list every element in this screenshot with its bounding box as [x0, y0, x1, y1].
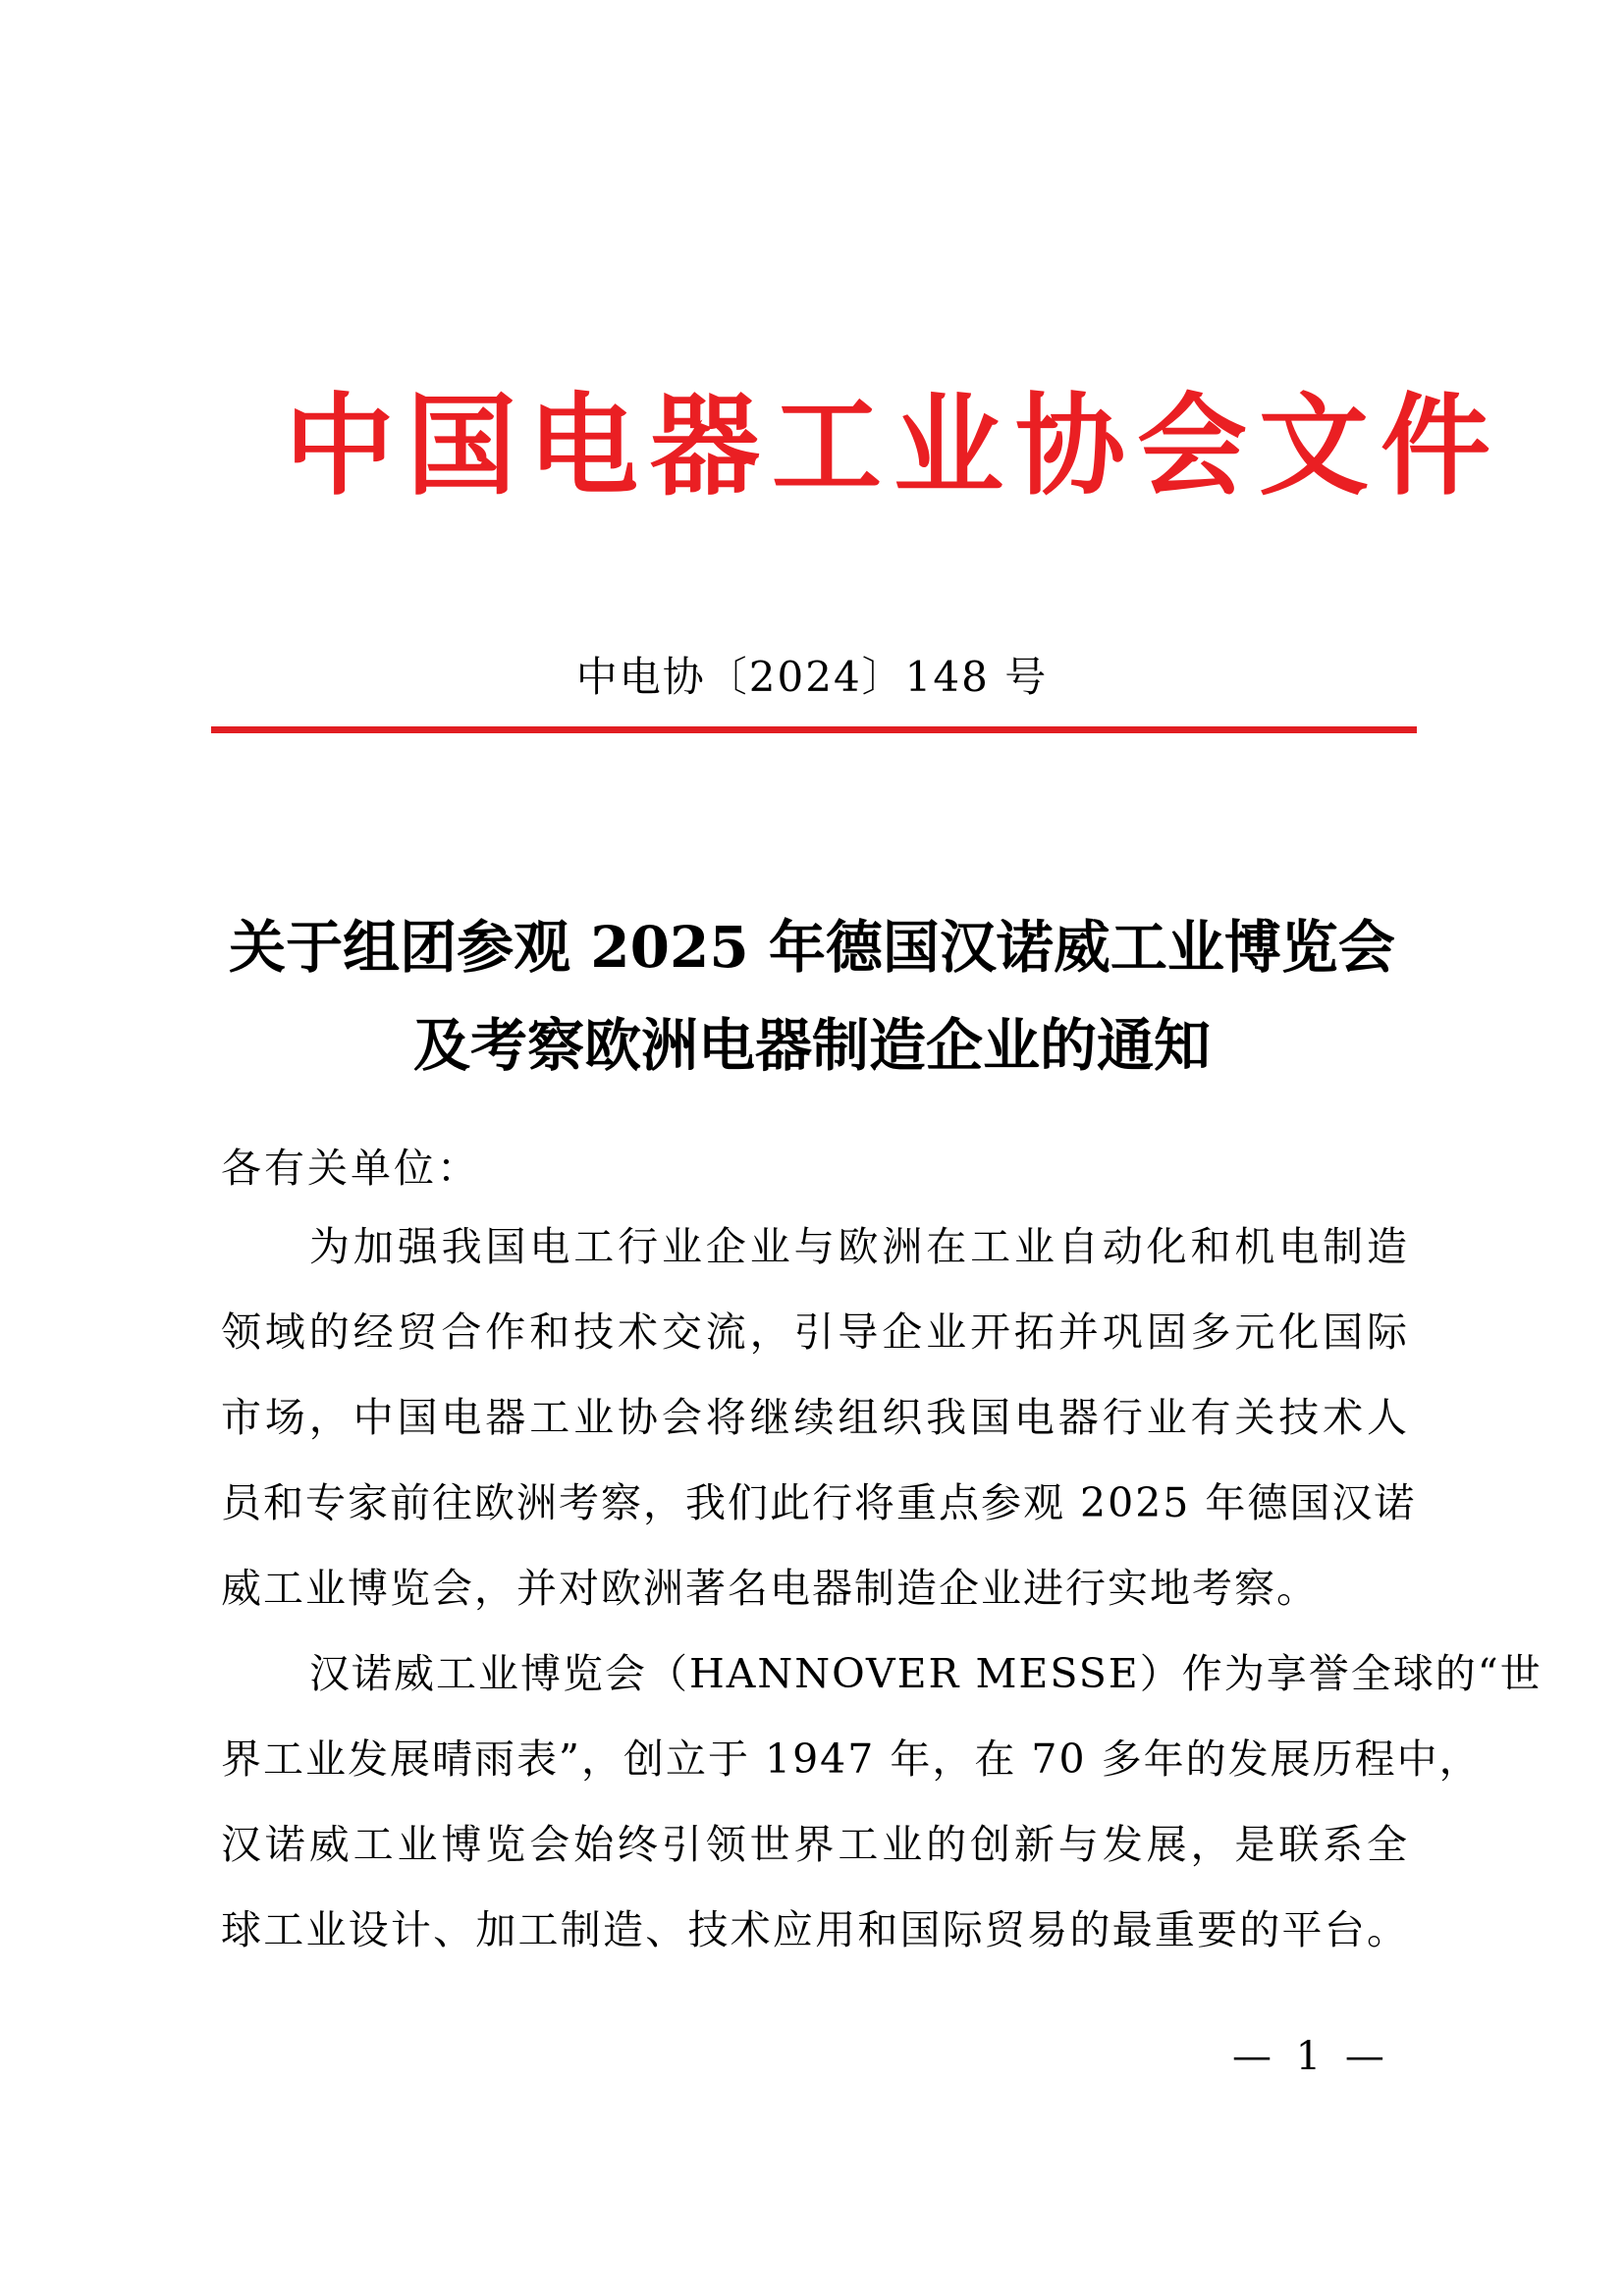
masthead-title: 中国电器工业协会文件 — [285, 382, 1502, 510]
paragraph-1-line-5: 威工业博览会，并对欧洲著名电器制造企业进行实地考察。 — [221, 1565, 1319, 1612]
paragraph-1-line-1: 为加强我国电工行业企业与欧洲在工业自动化和机电制造 — [309, 1223, 1409, 1270]
notice-title — [0, 898, 1624, 1095]
notice-title-line-2: 及考察欧洲电器制造企业的通知 — [412, 1012, 1211, 1079]
paragraph-2-line-3: 汉诺威工业博览会始终引领世界工业的创新与发展，是联系全 — [221, 1821, 1409, 1868]
paragraph-1-line-3: 市场，中国电器工业协会将继续组织我国电器行业有关技术人 — [221, 1394, 1409, 1441]
paragraph-2-line-1: 汉诺威工业博览会（HANNOVER MESSE）作为享誉全球的“世 — [309, 1650, 1543, 1697]
paragraph-1-line-4: 员和专家前往欧洲考察，我们此行将重点参观 2025 年德国汉诺 — [221, 1479, 1417, 1526]
red-separator-rule — [211, 726, 1417, 733]
paragraph-1-line-2: 领域的经贸合作和技术交流，引导企业开拓并巩固多元化国际 — [221, 1308, 1409, 1356]
salutation: 各有关单位： — [221, 1145, 480, 1192]
notice-title-line-1: 关于组团参观 2025 年德国汉诺威工业博览会 — [229, 914, 1395, 981]
paragraph-2-line-2: 界工业发展晴雨表”，创立于 1947 年，在 70 多年的发展历程中， — [221, 1735, 1482, 1783]
document-number: 中电协〔2024〕148 号 — [575, 653, 1049, 701]
page-number: — 1 — — [1232, 2034, 1390, 2079]
paragraph-2-line-4: 球工业设计、加工制造、技术应用和国际贸易的最重要的平台。 — [221, 1906, 1409, 1953]
